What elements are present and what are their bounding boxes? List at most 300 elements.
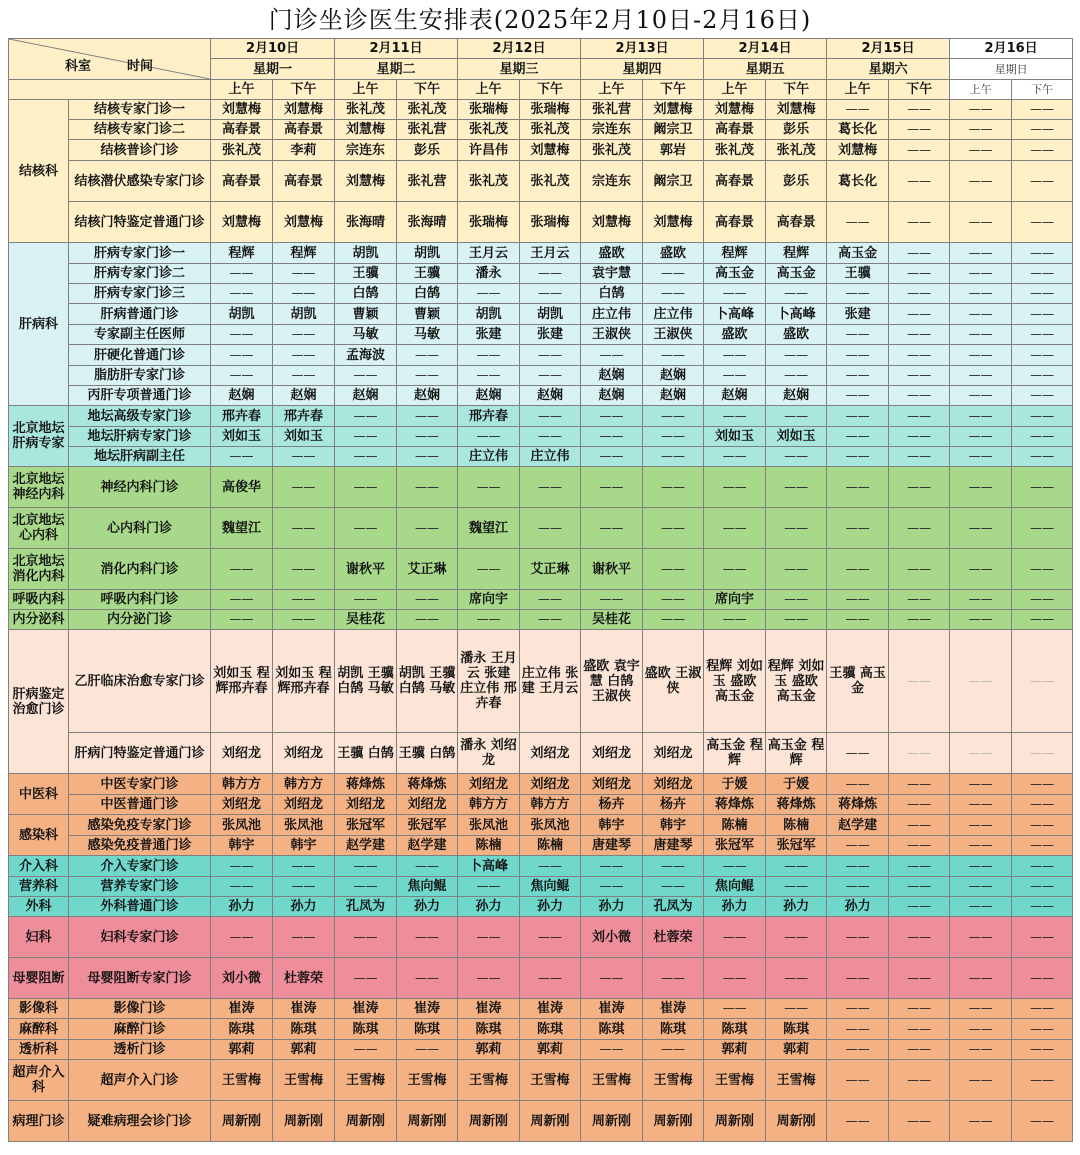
doctor-cell: —— xyxy=(643,345,704,366)
doctor-cell: —— xyxy=(889,345,950,366)
doctor-cell: 赵娴 xyxy=(704,386,766,406)
pm-header: 下午 xyxy=(273,80,335,100)
weekday-header: 星期二 xyxy=(335,59,458,80)
doctor-cell: —— xyxy=(273,590,335,610)
doctor-cell: 周新刚 xyxy=(458,1101,520,1142)
doctor-cell: —— xyxy=(950,1019,1012,1040)
doctor-cell: —— xyxy=(889,549,950,590)
doctor-cell: —— xyxy=(1012,325,1073,345)
doctor-cell: 王月云 xyxy=(458,243,520,264)
doctor-cell: —— xyxy=(950,1040,1012,1060)
doctor-cell: 胡凯 xyxy=(211,304,273,325)
doctor-cell: —— xyxy=(397,610,458,630)
doctor-cell: —— xyxy=(950,202,1012,243)
doctor-cell: 白鹄 xyxy=(335,284,397,304)
clinic-cell: 感染免疫普通门诊 xyxy=(69,836,211,856)
doctor-cell: 崔涛 xyxy=(520,999,581,1019)
doctor-cell: 张礼茂 xyxy=(458,161,520,202)
doctor-cell: —— xyxy=(766,999,827,1019)
doctor-cell: 庄立伟 xyxy=(520,447,581,467)
doctor-cell: —— xyxy=(889,630,950,733)
doctor-cell: 刘绍龙 xyxy=(397,795,458,815)
doctor-cell: —— xyxy=(889,958,950,999)
doctor-cell: —— xyxy=(950,406,1012,427)
doctor-cell: 庄立伟 xyxy=(643,304,704,325)
doctor-cell: 蒋烽炼 xyxy=(766,795,827,815)
doctor-cell: —— xyxy=(950,610,1012,630)
schedule-row xyxy=(9,549,1073,590)
doctor-cell: 刘慧梅 xyxy=(335,161,397,202)
doctor-cell: —— xyxy=(273,610,335,630)
doctor-cell: —— xyxy=(520,508,581,549)
doctor-cell: 张凤池 xyxy=(520,815,581,836)
doctor-cell: 盛欧 xyxy=(581,243,643,264)
doctor-cell: 程辉 xyxy=(211,243,273,264)
doctor-cell: —— xyxy=(581,958,643,999)
doctor-cell: 葛长化 xyxy=(827,120,889,140)
doctor-cell: —— xyxy=(827,590,889,610)
doctor-cell: 彭乐 xyxy=(766,120,827,140)
doctor-cell: 刘慧梅 xyxy=(273,202,335,243)
dept-cell: 影像科 xyxy=(9,999,69,1019)
clinic-cell: 结核专家门诊一 xyxy=(69,100,211,120)
doctor-cell: 杨卉 xyxy=(643,795,704,815)
clinic-cell: 肝硬化普通门诊 xyxy=(69,345,211,366)
doctor-cell: 刘慧梅 xyxy=(273,100,335,120)
clinic-cell: 中医专家门诊 xyxy=(69,774,211,795)
doctor-cell: 高春景 xyxy=(211,120,273,140)
doctor-cell: —— xyxy=(889,161,950,202)
doctor-cell: —— xyxy=(397,345,458,366)
dept-cell: 结核科 xyxy=(9,100,69,243)
page-title: 门诊坐诊医生安排表(2025年2月10日-2月16日) xyxy=(268,6,812,34)
clinic-cell: 结核门特鉴定普通门诊 xyxy=(69,202,211,243)
doctor-cell: —— xyxy=(889,836,950,856)
doctor-cell: —— xyxy=(889,366,950,386)
doctor-cell: —— xyxy=(643,467,704,508)
doctor-cell: —— xyxy=(950,549,1012,590)
doctor-cell: —— xyxy=(704,366,766,386)
doctor-cell: —— xyxy=(273,264,335,284)
clinic-cell: 外科普通门诊 xyxy=(69,897,211,917)
schedule-row xyxy=(9,1040,1073,1060)
doctor-cell: —— xyxy=(520,406,581,427)
doctor-cell: 孙力 xyxy=(827,897,889,917)
doctor-cell: 郭莉 xyxy=(211,1040,273,1060)
pm-header: 下午 xyxy=(1012,80,1073,100)
doctor-cell: —— xyxy=(1012,427,1073,447)
doctor-cell: —— xyxy=(704,917,766,958)
doctor-cell: —— xyxy=(827,406,889,427)
doctor-cell: 孙力 xyxy=(766,897,827,917)
doctor-cell: —— xyxy=(1012,1060,1073,1101)
doctor-cell: —— xyxy=(211,917,273,958)
doctor-cell: —— xyxy=(1012,406,1073,427)
doctor-cell: 高俊华 xyxy=(211,467,273,508)
doctor-cell: 周新刚 xyxy=(397,1101,458,1142)
doctor-cell: —— xyxy=(889,999,950,1019)
doctor-cell: 刘如玉 xyxy=(704,427,766,447)
doctor-cell: —— xyxy=(643,958,704,999)
am-header: 上午 xyxy=(581,80,643,100)
doctor-cell: 卜高峰 xyxy=(704,304,766,325)
doctor-cell: —— xyxy=(950,120,1012,140)
doctor-cell: 王雪梅 xyxy=(458,1060,520,1101)
doctor-cell: —— xyxy=(704,447,766,467)
doctor-cell: —— xyxy=(335,447,397,467)
clinic-cell: 专家副主任医师 xyxy=(69,325,211,345)
doctor-cell: —— xyxy=(211,877,273,897)
doctor-cell: —— xyxy=(273,447,335,467)
doctor-cell: —— xyxy=(704,406,766,427)
am-header: 上午 xyxy=(827,80,889,100)
doctor-cell: 陈楠 xyxy=(458,836,520,856)
doctor-cell: —— xyxy=(950,877,1012,897)
doctor-cell: —— xyxy=(581,877,643,897)
doctor-cell: —— xyxy=(581,856,643,877)
clinic-cell: 神经内科门诊 xyxy=(69,467,211,508)
doctor-cell: 白鹄 xyxy=(581,284,643,304)
doctor-cell: 王雪梅 xyxy=(704,1060,766,1101)
doctor-cell: —— xyxy=(950,774,1012,795)
pm-header: 下午 xyxy=(889,80,950,100)
doctor-cell: —— xyxy=(335,1040,397,1060)
clinic-cell: 地坛高级专家门诊 xyxy=(69,406,211,427)
doctor-cell: —— xyxy=(827,508,889,549)
doctor-cell: —— xyxy=(211,447,273,467)
doctor-cell: 艾正琳 xyxy=(397,549,458,590)
doctor-cell: 吴桂花 xyxy=(581,610,643,630)
doctor-cell: 王雪梅 xyxy=(520,1060,581,1101)
doctor-cell: —— xyxy=(458,284,520,304)
doctor-cell: —— xyxy=(827,877,889,897)
doctor-cell: 陈琪 xyxy=(766,1019,827,1040)
doctor-cell: —— xyxy=(827,284,889,304)
doctor-cell: —— xyxy=(766,406,827,427)
doctor-cell: 刘慧梅 xyxy=(704,100,766,120)
doctor-cell: —— xyxy=(335,856,397,877)
schedule-row xyxy=(9,630,1073,733)
doctor-cell: 周新刚 xyxy=(766,1101,827,1142)
doctor-cell: —— xyxy=(950,161,1012,202)
doctor-cell: 王雪梅 xyxy=(211,1060,273,1101)
doctor-cell: 赵娴 xyxy=(335,386,397,406)
doctor-cell: —— xyxy=(889,243,950,264)
weekday-header: 星期五 xyxy=(704,59,827,80)
schedule-row xyxy=(9,161,1073,202)
doctor-cell: 曹颖 xyxy=(335,304,397,325)
doctor-cell: 吴桂花 xyxy=(335,610,397,630)
doctor-cell: 张礼营 xyxy=(581,100,643,120)
doctor-cell: —— xyxy=(1012,264,1073,284)
doctor-cell: —— xyxy=(704,549,766,590)
doctor-cell: 刘绍龙 xyxy=(211,795,273,815)
doctor-cell: 韩方方 xyxy=(211,774,273,795)
doctor-cell: —— xyxy=(950,140,1012,161)
doctor-cell: —— xyxy=(827,856,889,877)
doctor-cell: —— xyxy=(889,284,950,304)
doctor-cell: 陈琪 xyxy=(643,1019,704,1040)
date-header: 2月16日 xyxy=(950,39,1073,59)
doctor-cell: 刘绍龙 xyxy=(643,774,704,795)
doctor-cell: 庄立伟 张建 王月云 xyxy=(520,630,581,733)
doctor-cell: —— xyxy=(520,366,581,386)
doctor-cell: 焦向鲲 xyxy=(520,877,581,897)
schedule-row xyxy=(9,427,1073,447)
doctor-cell: —— xyxy=(581,447,643,467)
doctor-cell: —— xyxy=(273,508,335,549)
doctor-cell: 刘小微 xyxy=(211,958,273,999)
doctor-cell: 刘绍龙 xyxy=(211,733,273,774)
doctor-cell: —— xyxy=(643,264,704,284)
doctor-cell: 盛欧 xyxy=(643,243,704,264)
doctor-cell: 谢秋平 xyxy=(581,549,643,590)
dept-cell: 呼吸内科 xyxy=(9,590,69,610)
doctor-cell: —— xyxy=(950,304,1012,325)
doctor-cell: 胡凯 xyxy=(335,243,397,264)
doctor-cell: 高春景 xyxy=(273,161,335,202)
am-header: 上午 xyxy=(211,80,273,100)
doctor-cell: —— xyxy=(643,284,704,304)
doctor-cell: —— xyxy=(889,1040,950,1060)
doctor-cell: 高玉金 xyxy=(766,264,827,284)
dept-cell: 超声介入科 xyxy=(9,1060,69,1101)
doctor-cell: —— xyxy=(211,284,273,304)
am-header: 上午 xyxy=(458,80,520,100)
doctor-cell: 卜高峰 xyxy=(766,304,827,325)
doctor-cell: —— xyxy=(827,917,889,958)
doctor-cell: —— xyxy=(766,917,827,958)
doctor-cell: 胡凯 xyxy=(273,304,335,325)
doctor-cell: 周新刚 xyxy=(273,1101,335,1142)
clinic-cell: 结核普诊门诊 xyxy=(69,140,211,161)
doctor-cell: 韩宇 xyxy=(643,815,704,836)
doctor-cell: —— xyxy=(335,427,397,447)
doctor-cell: 张瑞梅 xyxy=(520,202,581,243)
doctor-cell: 程辉 刘如玉 盛欧 高玉金 xyxy=(704,630,766,733)
doctor-cell: —— xyxy=(1012,284,1073,304)
doctor-cell: 刘慧梅 xyxy=(643,202,704,243)
doctor-cell: —— xyxy=(1012,243,1073,264)
doctor-cell: —— xyxy=(889,795,950,815)
doctor-cell: 孔凤为 xyxy=(335,897,397,917)
dept-cell: 外科 xyxy=(9,897,69,917)
doctor-cell: 宗连东 xyxy=(335,140,397,161)
doctor-cell: 陈琪 xyxy=(211,1019,273,1040)
schedule-row xyxy=(9,467,1073,508)
doctor-cell: 王淑侠 xyxy=(643,325,704,345)
doctor-cell: —— xyxy=(827,549,889,590)
doctor-cell: 张瑞梅 xyxy=(458,100,520,120)
pm-header: 下午 xyxy=(397,80,458,100)
clinic-cell: 丙肝专项普通门诊 xyxy=(69,386,211,406)
doctor-cell: —— xyxy=(1012,120,1073,140)
doctor-cell: 张礼营 xyxy=(397,161,458,202)
doctor-cell: 李莉 xyxy=(273,140,335,161)
doctor-cell: 王淑侠 xyxy=(581,325,643,345)
doctor-cell: 宗连东 xyxy=(581,161,643,202)
am-header: 上午 xyxy=(950,80,1012,100)
date-header: 2月14日 xyxy=(704,39,827,59)
doctor-cell: —— xyxy=(1012,366,1073,386)
doctor-cell: 彭乐 xyxy=(766,161,827,202)
schedule-table xyxy=(8,38,1073,1142)
weekday-header: 星期三 xyxy=(458,59,581,80)
doctor-cell: 胡凯 王骥 白鹄 马敏 xyxy=(335,630,397,733)
doctor-cell: —— xyxy=(950,447,1012,467)
doctor-cell: —— xyxy=(950,917,1012,958)
doctor-cell: 胡凯 xyxy=(520,304,581,325)
doctor-cell: 刘慧梅 xyxy=(643,100,704,120)
doctor-cell: 刘慧梅 xyxy=(766,100,827,120)
doctor-cell: 焦向鲲 xyxy=(704,877,766,897)
doctor-cell: 刘小微 xyxy=(581,917,643,958)
doctor-cell: —— xyxy=(211,345,273,366)
doctor-cell: —— xyxy=(1012,590,1073,610)
schedule-row xyxy=(9,795,1073,815)
dept-cell: 北京地坛肝病专家 xyxy=(9,406,69,467)
doctor-cell: 孔凤为 xyxy=(643,897,704,917)
doctor-cell: 刘绍龙 xyxy=(581,733,643,774)
schedule-row xyxy=(9,1101,1073,1142)
doctor-cell: —— xyxy=(520,284,581,304)
schedule-row xyxy=(9,386,1073,406)
doctor-cell: 陈楠 xyxy=(766,815,827,836)
doctor-cell: —— xyxy=(1012,304,1073,325)
doctor-cell: 蒋烽炼 xyxy=(397,774,458,795)
doctor-cell: 盛欧 xyxy=(704,325,766,345)
date-header: 2月11日 xyxy=(335,39,458,59)
clinic-cell: 结核专家门诊二 xyxy=(69,120,211,140)
doctor-cell: 高玉金 程辉 xyxy=(704,733,766,774)
doctor-cell: —— xyxy=(1012,1101,1073,1142)
doctor-cell: —— xyxy=(1012,386,1073,406)
doctor-cell: —— xyxy=(520,917,581,958)
doctor-cell: —— xyxy=(1012,549,1073,590)
doctor-cell: 韩方方 xyxy=(520,795,581,815)
doctor-cell: 赵学建 xyxy=(827,815,889,836)
doctor-cell: —— xyxy=(211,610,273,630)
clinic-cell: 肝病专家门诊二 xyxy=(69,264,211,284)
schedule-row xyxy=(9,406,1073,427)
doctor-cell: —— xyxy=(704,958,766,999)
doctor-cell: 赵学建 xyxy=(335,836,397,856)
doctor-cell: —— xyxy=(1012,897,1073,917)
doctor-cell: 杜蓉荣 xyxy=(273,958,335,999)
dept-cell: 感染科 xyxy=(9,815,69,856)
doctor-cell: 韩宇 xyxy=(581,815,643,836)
doctor-cell: 孙力 xyxy=(520,897,581,917)
doctor-cell: —— xyxy=(950,366,1012,386)
doctor-cell: —— xyxy=(643,856,704,877)
doctor-cell: 陈琪 xyxy=(335,1019,397,1040)
doctor-cell: —— xyxy=(273,284,335,304)
doctor-cell: —— xyxy=(950,795,1012,815)
doctor-cell: —— xyxy=(827,836,889,856)
doctor-cell: 赵娴 xyxy=(273,386,335,406)
dept-cell: 母婴阻断 xyxy=(9,958,69,999)
clinic-cell: 透析门诊 xyxy=(69,1040,211,1060)
doctor-cell: —— xyxy=(889,815,950,836)
doctor-cell: —— xyxy=(211,325,273,345)
doctor-cell: 宗连东 xyxy=(581,120,643,140)
dept-cell: 北京地坛消化内科 xyxy=(9,549,69,590)
doctor-cell: 刘绍龙 xyxy=(520,774,581,795)
doctor-cell: 刘慧梅 xyxy=(827,140,889,161)
doctor-cell: 刘慧梅 xyxy=(211,100,273,120)
clinic-cell: 结核潜伏感染专家门诊 xyxy=(69,161,211,202)
doctor-cell: —— xyxy=(1012,877,1073,897)
doctor-cell: 卜高峰 xyxy=(458,856,520,877)
doctor-cell: —— xyxy=(704,999,766,1019)
schedule-row xyxy=(9,999,1073,1019)
doctor-cell: —— xyxy=(827,958,889,999)
doctor-cell: —— xyxy=(397,1040,458,1060)
doctor-cell: —— xyxy=(273,467,335,508)
doctor-cell: 孙力 xyxy=(211,897,273,917)
doctor-cell: 张凤池 xyxy=(211,815,273,836)
doctor-cell: —— xyxy=(520,610,581,630)
doctor-cell: —— xyxy=(1012,856,1073,877)
doctor-cell: —— xyxy=(397,406,458,427)
clinic-cell: 超声介入门诊 xyxy=(69,1060,211,1101)
doctor-cell: 周新刚 xyxy=(643,1101,704,1142)
doctor-cell: —— xyxy=(950,386,1012,406)
doctor-cell: 唐建琴 xyxy=(643,836,704,856)
doctor-cell: 赵学建 xyxy=(397,836,458,856)
doctor-cell: —— xyxy=(1012,795,1073,815)
doctor-cell: —— xyxy=(643,549,704,590)
doctor-cell: 陈琪 xyxy=(520,1019,581,1040)
doctor-cell: 马敏 xyxy=(397,325,458,345)
doctor-cell: 王月云 xyxy=(520,243,581,264)
doctor-cell: 张礼茂 xyxy=(581,140,643,161)
doctor-cell: 唐建琴 xyxy=(581,836,643,856)
doctor-cell: —— xyxy=(273,366,335,386)
doctor-cell: —— xyxy=(273,345,335,366)
doctor-cell: 王骥 xyxy=(335,264,397,284)
clinic-cell: 呼吸内科门诊 xyxy=(69,590,211,610)
schedule-row xyxy=(9,264,1073,284)
doctor-cell: 韩方方 xyxy=(458,795,520,815)
doctor-cell: —— xyxy=(889,917,950,958)
doctor-cell: —— xyxy=(950,325,1012,345)
schedule-row xyxy=(9,366,1073,386)
doctor-cell: —— xyxy=(827,427,889,447)
doctor-cell: 郭莉 xyxy=(273,1040,335,1060)
doctor-cell: —— xyxy=(273,325,335,345)
doctor-cell: 袁宇慧 xyxy=(581,264,643,284)
doctor-cell: —— xyxy=(889,508,950,549)
doctor-cell: 焦向鲲 xyxy=(397,877,458,897)
doctor-cell: 葛长化 xyxy=(827,161,889,202)
doctor-cell: 陈琪 xyxy=(397,1019,458,1040)
doctor-cell: 张礼茂 xyxy=(520,120,581,140)
doctor-cell: 盛欧 袁宇慧 白鹄 王淑侠 xyxy=(581,630,643,733)
doctor-cell: 赵娴 xyxy=(643,386,704,406)
doctor-cell: 陈楠 xyxy=(520,836,581,856)
doctor-cell: —— xyxy=(273,856,335,877)
doctor-cell: 刘慧梅 xyxy=(335,120,397,140)
doctor-cell: —— xyxy=(520,427,581,447)
date-header: 2月13日 xyxy=(581,39,704,59)
doctor-cell: 张冠军 xyxy=(766,836,827,856)
doctor-cell: 郭岩 xyxy=(643,140,704,161)
doctor-cell: 张凤池 xyxy=(273,815,335,836)
schedule-row xyxy=(9,877,1073,897)
doctor-cell: 高春景 xyxy=(211,161,273,202)
doctor-cell: —— xyxy=(950,897,1012,917)
